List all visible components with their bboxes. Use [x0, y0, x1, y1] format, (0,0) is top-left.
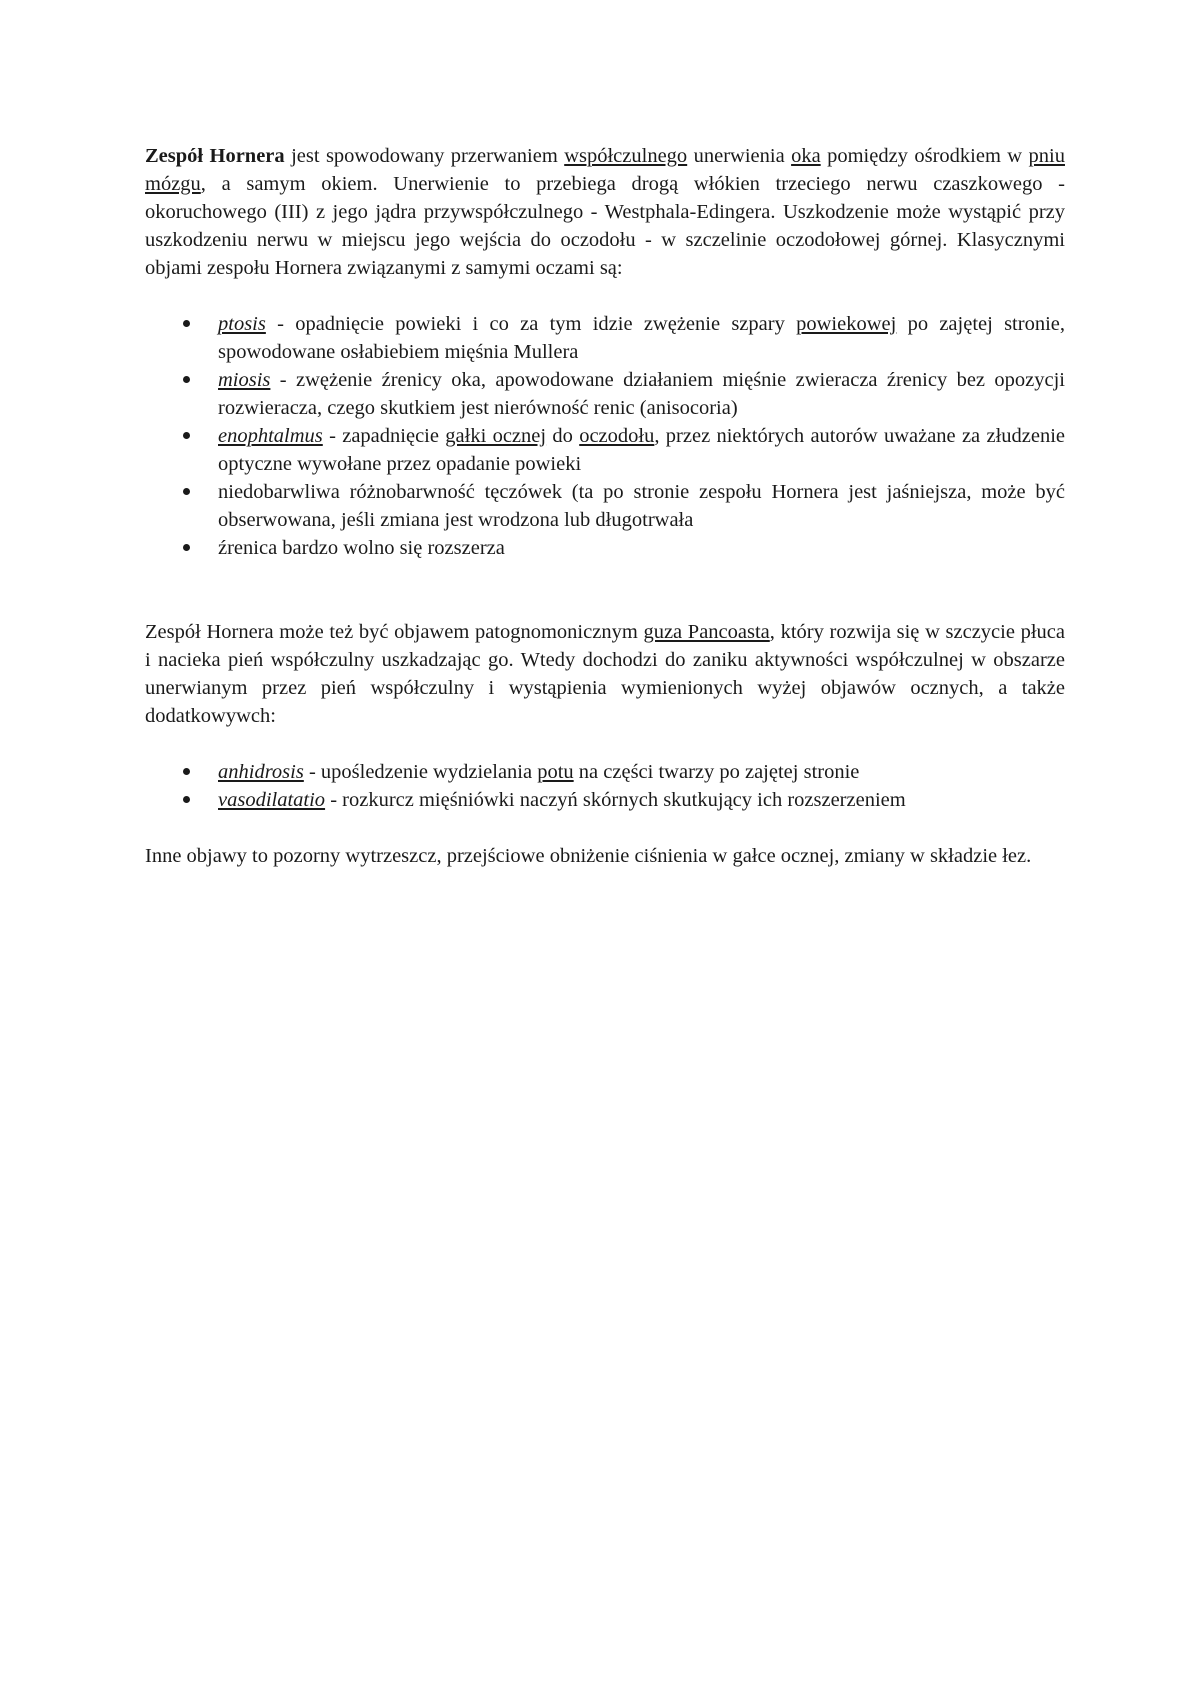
text: unerwienia — [687, 145, 792, 167]
link-oczodolu[interactable]: oczodołu — [579, 425, 655, 447]
text: - zwężenie źrenicy oka, apowodowane działaniem mięśnie zwieracza źrenicy bez opozycji rozwieracza, czego skutkiem jest nierówność renic (anisocoria) — [218, 369, 1065, 419]
text: Inne objawy to pozorny wytrzeszcz, przejściowe obniżenie ciśnienia w gałce ocznej, zmiany w składzie łez. — [145, 845, 1032, 867]
text: - rozkurcz mięśniówki naczyń skórnych skutkujący ich rozszerzeniem — [325, 789, 906, 811]
list-item — [145, 366, 1065, 422]
text: , przez niektórych autorów uważane za złudzenie optyczne wywołane przez opadanie powieki — [218, 425, 1066, 475]
link-miosis[interactable]: miosis — [218, 369, 271, 391]
list-item — [145, 310, 1065, 366]
link-potu[interactable]: potu — [537, 761, 574, 783]
pancoast-paragraph — [145, 618, 1065, 730]
text: do — [546, 425, 580, 447]
link-wspolczulnego[interactable]: współczulnego — [564, 145, 688, 167]
text: - upośledzenie wydzielania — [303, 761, 538, 783]
document-page — [145, 142, 1065, 870]
text: pomiędzy ośrodkiem w — [820, 145, 1029, 167]
list-item — [145, 758, 1065, 786]
text: - zapadnięcie — [322, 425, 446, 447]
link-powiekowej[interactable]: powiekowej — [796, 313, 897, 335]
bullet-icon — [180, 366, 192, 394]
list-item — [145, 422, 1065, 478]
text: - opadnięcie powieki i co za tym idzie zwężenie szpary — [265, 313, 797, 335]
bullet-icon — [180, 422, 192, 450]
text: po zajętej stronie, spowodowane osłabiebiem mięśnia Mullera — [218, 313, 1065, 363]
additional-symptoms-list — [145, 758, 1065, 814]
bullet-icon — [180, 534, 192, 562]
link-vasodilatatio[interactable]: vasodilatatio — [218, 789, 326, 811]
link-enophtalmus[interactable]: enophtalmus — [218, 425, 323, 447]
bullet-icon — [180, 478, 192, 506]
link-ptosis[interactable]: ptosis — [218, 313, 266, 335]
bullet-icon — [180, 758, 192, 786]
link-guza-pancoasta[interactable]: guza Pancoasta — [643, 621, 770, 643]
list-item — [145, 534, 1065, 562]
text: jest spowodowany przerwaniem — [284, 145, 565, 167]
other-symptoms-paragraph — [145, 842, 1065, 870]
link-oka[interactable]: oka — [791, 145, 821, 167]
text: niedobarwliwa różnobarwność tęczówek (ta po stronie zespołu Hornera jest jaśniejsza, może być obserwowana, jeśli zmiana jest wrodzona lub długotrwała — [218, 481, 1065, 531]
text: na części twarzy po zajętej stronie — [573, 761, 860, 783]
list-item — [145, 786, 1065, 814]
link-pniu-mozgu[interactable]: pniu mózgu — [145, 145, 1065, 195]
text: , a samym okiem. Unerwienie to przebiega drogą włókien trzeciego nerwu czaszkowego - okoruchowego (III) z jego jądra przywspółczulnego - Westphala-Edingera. Uszkodzenie może wystąpić przy uszkodzeniu nerwu w miejscu jego wejścia do oczodołu - w szczelinie oczodołowej górnej. Klasycznymi objami zespołu Hornera związanymi z samymi oczami są: — [145, 173, 1065, 279]
bullet-icon — [180, 310, 192, 338]
link-anhidrosis[interactable]: anhidrosis — [218, 761, 304, 783]
bullet-icon — [180, 786, 192, 814]
link-galki-ocznej[interactable]: gałki ocznej — [445, 425, 547, 447]
heading-term: Zespół Hornera — [145, 145, 285, 167]
eye-symptoms-list — [145, 310, 1065, 562]
text: źrenica bardzo wolno się rozszerza — [218, 537, 505, 559]
text: , który rozwija się w szczycie płuca i nacieka pień współczulny uszkadzając go. Wtedy dochodzi do zaniku aktywności współczulnej w obszarze unerwianym przez pień współczulny i wystąpienia wymienionych wyżej objawów ocznych, a także dodatkowywch: — [145, 621, 1066, 727]
intro-paragraph — [145, 142, 1065, 282]
list-item — [145, 478, 1065, 534]
text: Zespół Hornera może też być objawem patognomonicznym — [145, 621, 644, 643]
